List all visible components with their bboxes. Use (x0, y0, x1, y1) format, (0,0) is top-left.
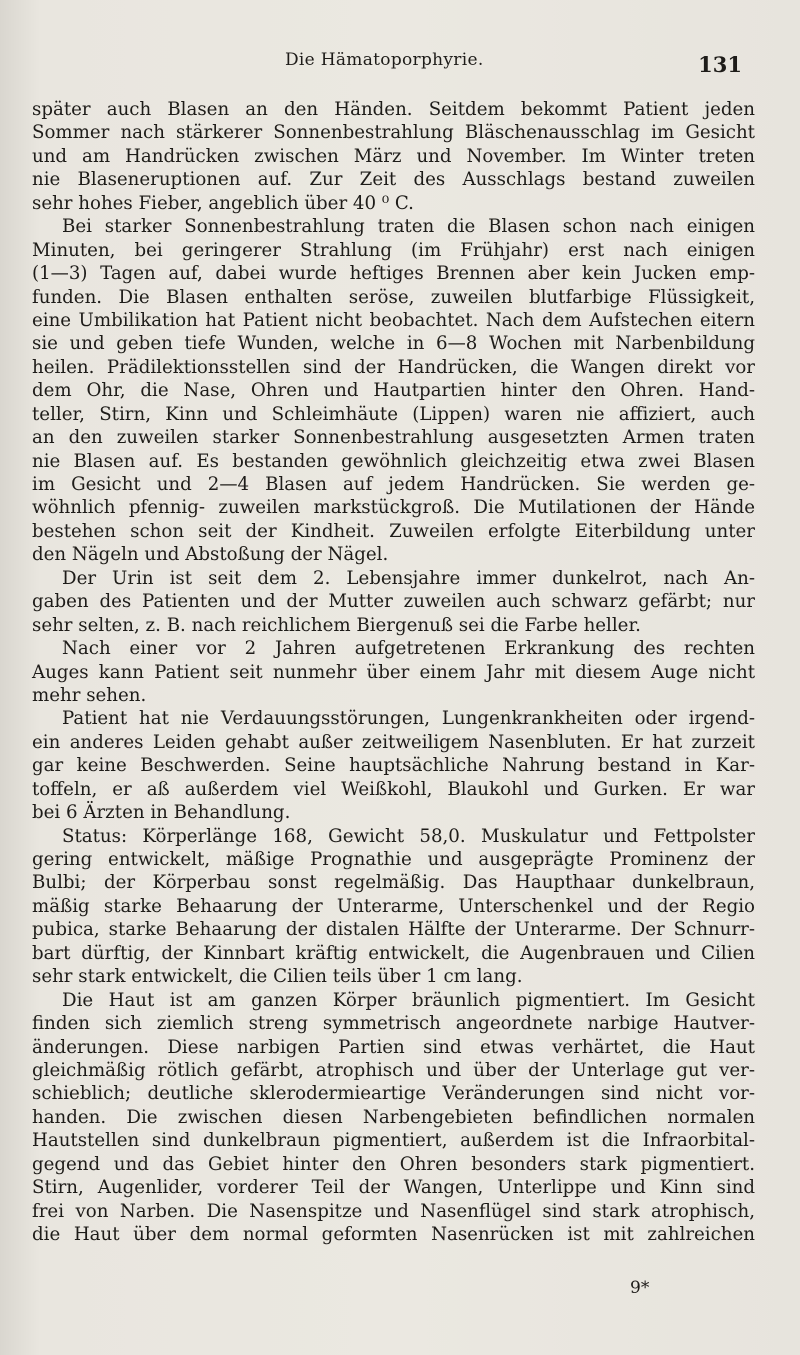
text-line: heilen. Prädilektionsstellen sind der Handrücken, die Wangen direkt vor (32, 356, 755, 378)
text-line: bestehen schon seit der Kindheit. Zuweilen erfolgte Eiterbildung unter (32, 520, 755, 542)
text-line: Auges kann Patient seit nunmehr über einem Jahr mit diesem Auge nicht (32, 661, 755, 683)
text-line: später auch Blasen an den Händen. Seitdem bekommt Patient jeden (32, 99, 755, 120)
text-line: funden. Die Blasen enthalten seröse, zuweilen blutfarbige Flüssigkeit, (32, 286, 755, 308)
text-line: Patient hat nie Verdauungsstörungen, Lungenkrankheiten oder irgend- (62, 708, 755, 730)
text-line: sehr selten, z. B. nach reichlichem Biergenuß sei die Farbe heller. (32, 614, 641, 636)
text-line: Status: Körperlänge 168, Gewicht 58,0. Muskulatur und Fettpolster (62, 825, 755, 847)
text-line: sehr stark entwickelt, die Cilien teils über 1 cm lang. (32, 966, 523, 988)
text-line: gaben des Patienten und der Mutter zuweilen auch schwarz gefärbt; nur (32, 591, 755, 613)
text-line: nie Blasen auf. Es bestanden gewöhnlich gleichzeitig etwa zwei Blasen (32, 450, 755, 472)
page-number: 131 (698, 52, 742, 77)
text-line: Hautstellen sind dunkelbraun pigmentiert, außerdem ist die Infraorbital- (32, 1130, 755, 1152)
text-line: frei von Narben. Die Nasenspitze und Nasenflügel sind stark atrophisch, (32, 1200, 755, 1222)
text-line: bart dürftig, der Kinnbart kräftig entwickelt, die Augenbrauen und Cilien (32, 942, 755, 964)
text-line: teller, Stirn, Kinn und Schleimhäute (Lippen) waren nie affiziert, auch (32, 403, 755, 425)
text-line: nie Blaseneruptionen auf. Zur Zeit des Ausschlags bestand zuweilen (32, 169, 755, 191)
text-line: Minuten, bei geringerer Strahlung (im Frühjahr) erst nach einigen (32, 239, 755, 261)
text-line: Bei starker Sonnenbestrahlung traten die Blasen schon nach einigen (62, 216, 755, 238)
text-line: im Gesicht und 2—4 Blasen auf jedem Handrücken. Sie werden ge- (32, 474, 755, 495)
text-line: mäßig starke Behaarung der Unterarme, Unterschenkel und der Regio (32, 895, 755, 917)
text-line: gering entwickelt, mäßige Prognathie und ausgeprägte Prominenz der (32, 849, 755, 870)
text-line: finden sich ziemlich streng symmetrisch angeordnete narbige Hautver- (32, 1013, 755, 1035)
running-head: Die Hämatoporphyrie. (285, 50, 484, 70)
text-line: Bulbi; der Körperbau sonst regelmäßig. Das Haupthaar dunkelbraun, (32, 872, 755, 894)
text-line: Der Urin ist seit dem 2. Lebensjahre immer dunkelrot, nach An- (62, 567, 755, 589)
text-line: eine Umbilikation hat Patient nicht beobachtet. Nach dem Aufstechen eitern (32, 309, 755, 331)
text-line: gar keine Beschwerden. Seine hauptsächliche Nahrung bestand in Kar- (32, 755, 755, 777)
text-line: die Haut über dem normal geformten Nasenrücken ist mit zahlreichen (32, 1224, 755, 1245)
text-line: handen. Die zwischen diesen Narbengebieten befindlichen normalen (32, 1106, 755, 1128)
text-line: wöhnlich pfennig- zuweilen markstückgroß. Die Mutilationen der Hände (32, 497, 755, 519)
text-line: (1—3) Tagen auf, dabei wurde heftiges Brennen aber kein Jucken emp- (32, 263, 755, 285)
text-line: den Nägeln und Abstoßung der Nägel. (32, 544, 389, 566)
text-line: dem Ohr, die Nase, Ohren und Hautpartien hinter den Ohren. Hand- (32, 380, 755, 402)
text-line: mehr sehen. (32, 684, 147, 706)
text-line: Die Haut ist am ganzen Körper bräunlich pigmentiert. Im Gesicht (62, 989, 755, 1011)
text-line: sie und geben tiefe Wunden, welche in 6—8 Wochen mit Narbenbildung (32, 333, 755, 355)
text-line: Sommer nach stärkerer Sonnenbestrahlung Bläschenausschlag im Gesicht (32, 122, 755, 144)
text-line: bei 6 Ärzten in Behandlung. (32, 802, 291, 824)
text-line: schieblich; deutliche sklerodermieartige Veränderungen sind nicht vor- (32, 1083, 755, 1105)
text-line: gegend und das Gebiet hinter den Ohren besonders stark pigmentiert. (32, 1153, 755, 1175)
text-line: ein anderes Leiden gehabt außer zeitweiligem Nasenbluten. Er hat zurzeit (32, 731, 755, 753)
text-line: pubica, starke Behaarung der distalen Hälfte der Unterarme. Der Schnurr- (32, 919, 755, 941)
text-line: toffeln, er aß außerdem viel Weißkohl, Blaukohl und Gurken. Er war (32, 778, 755, 800)
signature-mark: 9* (630, 1278, 650, 1298)
text-line: gleichmäßig rötlich gefärbt, atrophisch und über der Unterlage gut ver- (32, 1059, 755, 1081)
text-line: Stirn, Augenlider, vorderer Teil der Wangen, Unterlippe und Kinn sind (32, 1177, 755, 1199)
text-line: Nach einer vor 2 Jahren aufgetretenen Erkrankung des rechten (62, 638, 755, 660)
text-line: änderungen. Diese narbigen Partien sind etwas verhärtet, die Haut (32, 1036, 755, 1058)
text-line: an den zuweilen starker Sonnenbestrahlung ausgesetzten Armen traten (32, 427, 755, 449)
body-text (32, 98, 755, 1246)
text-line: und am Handrücken zwischen März und November. Im Winter treten (32, 145, 755, 167)
text-line: sehr hohes Fieber, angeblich über 40 ⁰ C. (32, 192, 414, 214)
page-header (0, 50, 800, 80)
